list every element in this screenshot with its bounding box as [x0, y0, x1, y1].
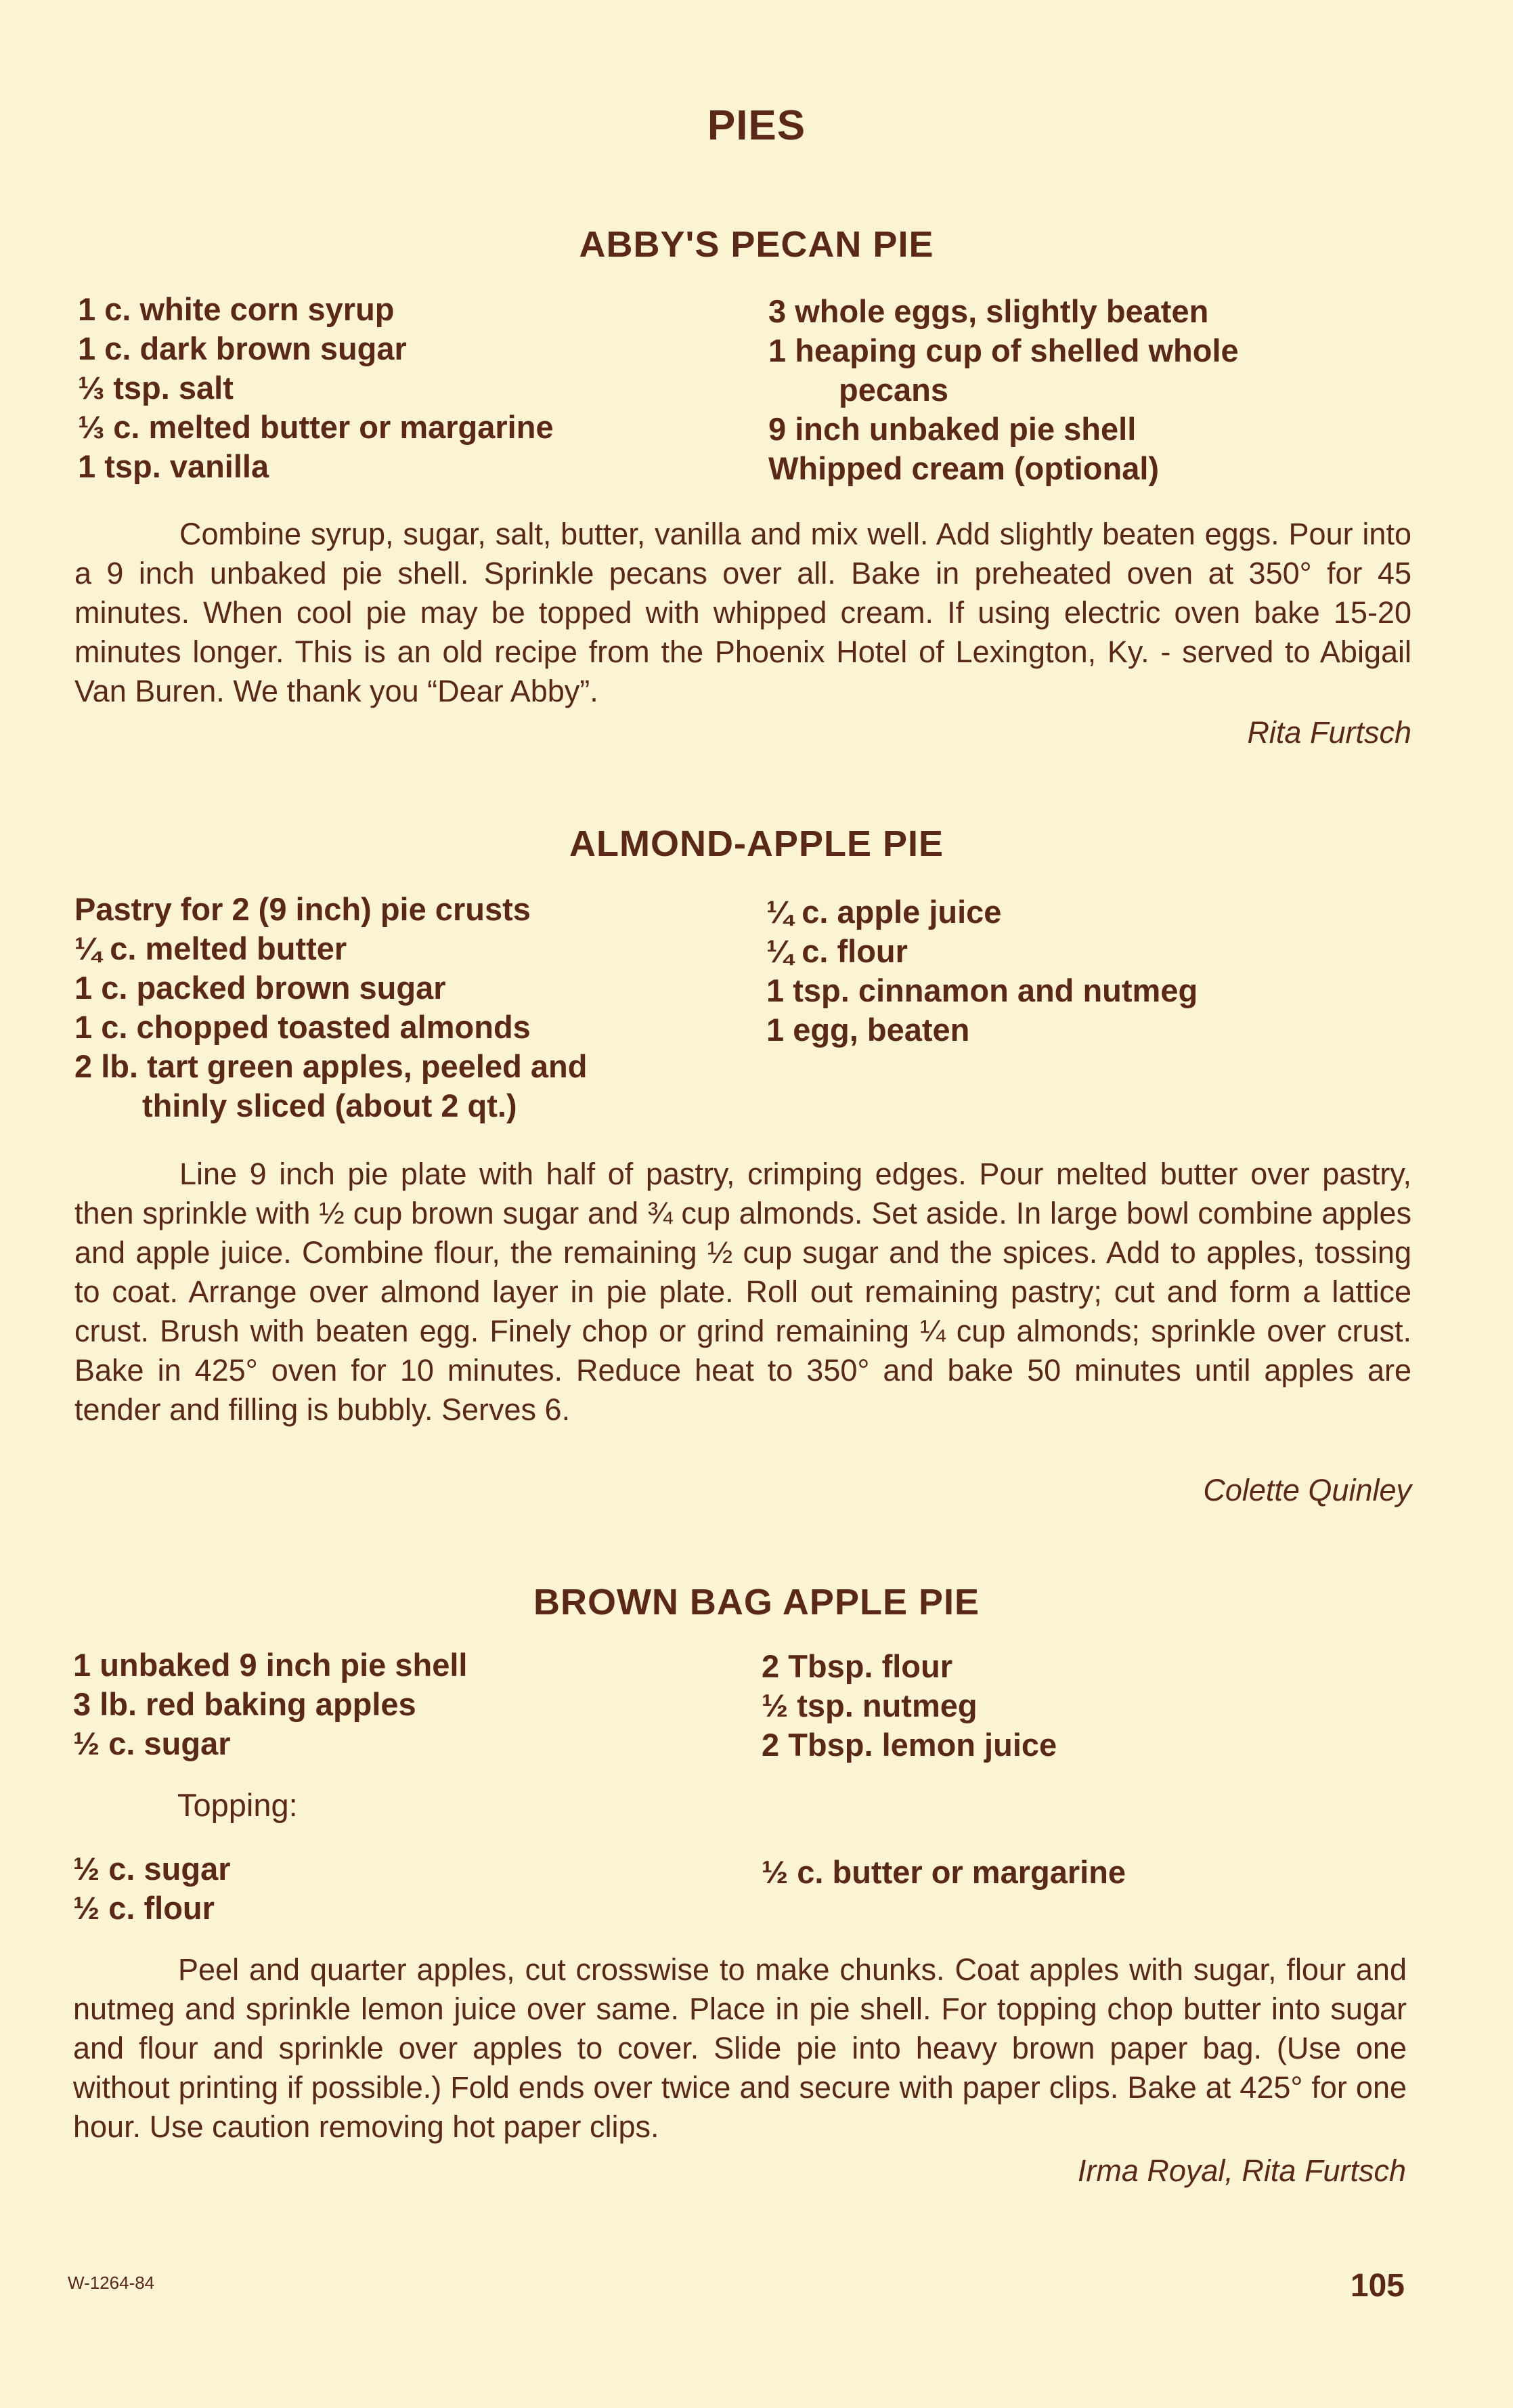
recipe-author: Irma Royal, Rita Furtsch [1077, 2153, 1406, 2188]
ingredient: 1 c. white corn syrup [78, 291, 395, 327]
ingredient: 1 tsp. cinnamon and nutmeg [766, 972, 1198, 1008]
recipe-author: Rita Furtsch [1247, 715, 1411, 750]
ingredient: ¼ c. melted butter [74, 930, 347, 966]
ingredient: 3 whole eggs, slightly beaten [768, 293, 1209, 329]
directions-text: Combine syrup, sugar, salt, butter, vanilla and mix well. Add slightly beaten eggs. Pour into a 9 inch unbaked pie shell. Sprinkle pecans over all. Bake in preheated oven at 350° for 45 minutes. When cool pie may be topped with whipped cream. If using electric oven bake 15-20 minutes longer. This is an old recipe from the Phoenix Hotel of Lexington, Ky. - served to Abigail Van Buren. We thank you “Dear Abby”. [74, 517, 1411, 708]
ingredient: ½ c. sugar [73, 1851, 231, 1887]
ingredient: pecans [839, 372, 948, 408]
ingredient: 2 Tbsp. lemon juice [762, 1727, 1057, 1763]
ingredient: 3 lb. red baking apples [73, 1686, 416, 1722]
ingredient: ½ c. sugar [73, 1725, 231, 1761]
ingredients-left [78, 290, 554, 486]
ingredient: 1 c. chopped toasted almonds [74, 1009, 531, 1045]
topping-ingredients-left [73, 1849, 231, 1928]
ingredients-left [73, 1646, 467, 1763]
footer-code: W-1264-84 [68, 2273, 155, 2293]
recipe-title: ABBY'S PECAN PIE [579, 224, 934, 265]
ingredient: 2 Tbsp. flour [762, 1648, 952, 1684]
ingredient: ½ c. butter or margarine [762, 1854, 1126, 1890]
ingredient: 1 unbaked 9 inch pie shell [73, 1647, 468, 1683]
recipe-directions [74, 1155, 1411, 1429]
ingredient: ⅓ tsp. salt [78, 370, 234, 406]
directions-text: Line 9 inch pie plate with half of pastry, crimping edges. Pour melted butter over pastry, then sprinkle with ½ cup brown sugar and ¾ cup almonds. Set aside. In large bowl combine apples and apple juice. Combine flour, the remaining ½ cup sugar and the spices. Add to apples, tossing to coat. Arrange over almond layer in pie plate. Roll out remaining pastry; cut and form a lattice crust. Brush with beaten egg. Finely chop or grind remaining ¼ cup almonds; sprinkle over crust. Bake in 425° oven for 10 minutes. Reduce heat to 350° and bake 50 minutes until apples are tender and filling is bubbly. Serves 6. [74, 1157, 1411, 1427]
ingredient: ¼ c. flour [766, 933, 908, 969]
ingredient: ⅓ c. melted butter or margarine [78, 409, 554, 445]
recipe-author: Colette Quinley [1203, 1473, 1411, 1507]
recipe-title: BROWN BAG APPLE PIE [533, 1582, 980, 1622]
ingredient: 1 tsp. vanilla [78, 448, 269, 484]
ingredients-right [762, 1647, 1057, 1765]
ingredient: 1 c. packed brown sugar [74, 970, 446, 1006]
chapter-title: PIES [707, 102, 806, 149]
ingredients-right [766, 893, 1198, 1050]
ingredients-left [74, 890, 587, 1125]
recipe-directions [73, 1950, 1407, 2147]
ingredient: 9 inch unbaked pie shell [768, 411, 1137, 447]
topping-label: Topping: [177, 1787, 298, 1823]
ingredient: 1 egg, beaten [766, 1012, 970, 1048]
ingredients-right [768, 292, 1239, 488]
ingredient: thinly sliced (about 2 qt.) [142, 1088, 517, 1123]
ingredient: ¼ c. apple juice [766, 894, 1002, 930]
ingredient: 2 lb. tart green apples, peeled and [74, 1048, 588, 1084]
ingredient: Whipped cream (optional) [768, 450, 1160, 486]
ingredient: 1 c. dark brown sugar [78, 330, 407, 366]
ingredient: ½ c. flour [73, 1890, 215, 1926]
page-number: 105 [1350, 2268, 1405, 2304]
directions-text: Peel and quarter apples, cut crosswise to make chunks. Coat apples with sugar, flour and nutmeg and sprinkle lemon juice over same. Place in pie shell. For topping chop butter into sugar and flour and sprinkle over apples to cover. Slide pie into heavy brown paper bag. (Use one without printing if possible.) Fold ends over twice and secure with paper clips. Bake at 425° for one hour. Use caution removing hot paper clips. [73, 1952, 1407, 2144]
ingredient: Pastry for 2 (9 inch) pie crusts [74, 891, 531, 927]
recipe-directions [74, 515, 1411, 711]
ingredient: ½ tsp. nutmeg [762, 1687, 978, 1723]
recipe-title: ALMOND-APPLE PIE [569, 823, 944, 864]
topping-ingredients-right [762, 1853, 1126, 1892]
ingredient: 1 heaping cup of shelled whole [768, 332, 1239, 368]
